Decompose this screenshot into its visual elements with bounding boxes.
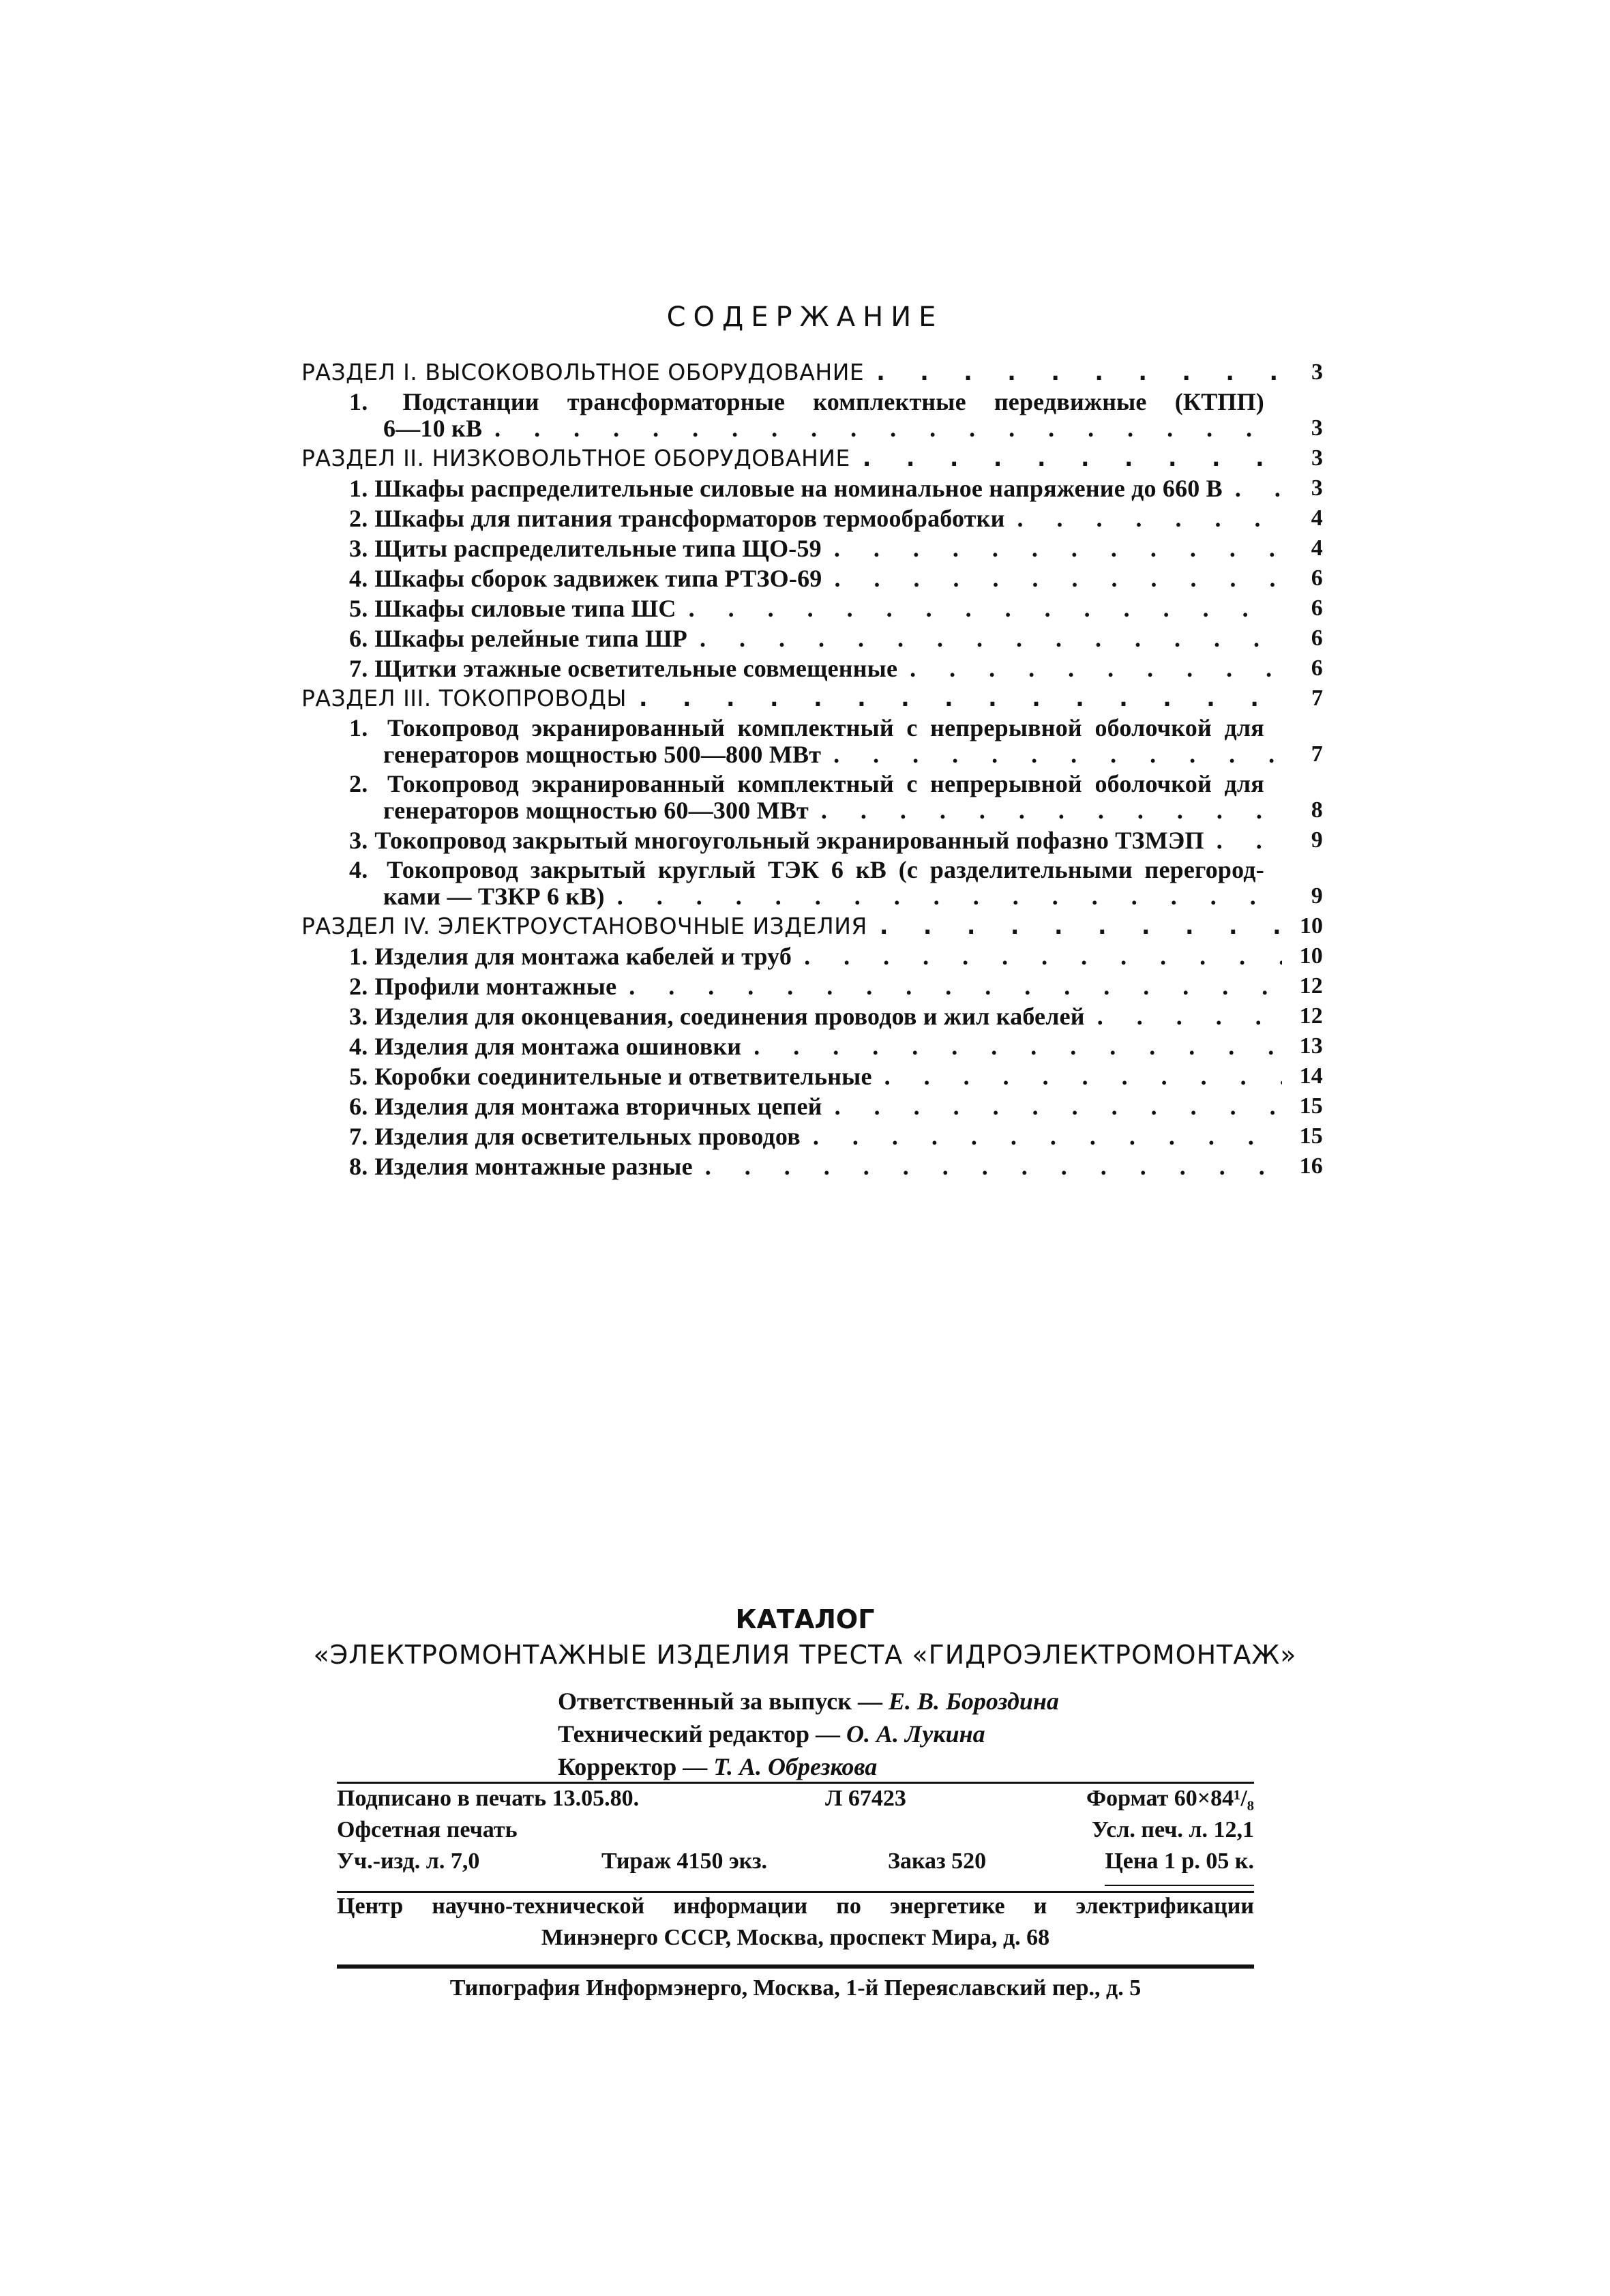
leader-dots xyxy=(792,941,1282,971)
toc-item xyxy=(301,593,1323,623)
item-title-word: экранированный xyxy=(531,714,725,741)
leader-dots xyxy=(822,533,1282,563)
item-title-word: Токопровод xyxy=(387,770,519,797)
item-title: Изделия монтажные разные xyxy=(374,1153,693,1180)
item-title-word: Токопровод xyxy=(387,714,519,741)
item-title-word: непрерывной xyxy=(930,770,1082,797)
leader-dots xyxy=(1223,473,1282,503)
page-number: 6 xyxy=(1311,595,1323,621)
publisher-word: энергетике xyxy=(890,1894,1005,1919)
toc-item xyxy=(301,653,1323,683)
item-title: Коробки соединительные и ответвительные xyxy=(374,1063,872,1090)
page-number: 8 xyxy=(1311,797,1323,823)
divider-middle xyxy=(337,1891,1254,1893)
divider-bottom xyxy=(337,1964,1254,1969)
item-number: 7. xyxy=(349,655,368,682)
print-run: Тираж 4150 экз. xyxy=(601,1849,767,1874)
catalog-subtitle: «ЭЛЕКТРОМОНТАЖНЫЕ ИЗДЕЛИЯ ТРЕСТА «ГИДРОЭЛЕКТРОМОНТАЖ» xyxy=(313,1640,1297,1670)
toc-item xyxy=(301,1151,1323,1181)
leader-dots xyxy=(809,795,1282,825)
item-title-word: с xyxy=(906,714,918,741)
publisher-word: научно-технической xyxy=(432,1894,645,1919)
page-number: 7 xyxy=(1311,686,1323,711)
item-number: 4. xyxy=(349,856,368,883)
page-number: 15 xyxy=(1299,1093,1323,1119)
staff-credits xyxy=(558,1685,1059,1783)
item-number: 3. xyxy=(349,535,368,562)
leader-dots xyxy=(822,1091,1282,1121)
price-underline xyxy=(1105,1885,1254,1886)
toc-section-heading xyxy=(301,911,1323,941)
item-title: Шкафы силовые типа ШС xyxy=(374,595,676,622)
toc-section-heading xyxy=(301,357,1323,387)
format: Формат 60×84¹/₈ xyxy=(1086,1786,1254,1811)
item-title-word: кВ xyxy=(855,856,886,883)
item-title: Изделия для монтажа ошиновки xyxy=(374,1033,742,1060)
item-number: 8. xyxy=(349,1153,368,1180)
leader-dots xyxy=(801,1121,1282,1151)
staff-line: Ответственный за выпуск — Е. В. Бороздина xyxy=(558,1688,1059,1715)
page-number: 15 xyxy=(1299,1123,1323,1149)
item-title: Шкафы распределительные силовые на номинальное напряжение до 660 В xyxy=(374,475,1223,502)
item-title: Щитки этажные осветительные совмещенные xyxy=(374,655,898,682)
leader-dots xyxy=(821,739,1282,769)
item-title-word: перегород- xyxy=(1144,856,1264,883)
item-title: Изделия для монтажа вторичных цепей xyxy=(374,1093,822,1120)
leader-dots xyxy=(693,1151,1282,1181)
item-title: Токопровод закрытый многоугольный экранированный пофазно ТЗМЭП xyxy=(374,827,1204,854)
item-title-line-2 xyxy=(349,413,1323,443)
license-number: Л 67423 xyxy=(825,1786,906,1811)
item-title-line-1 xyxy=(349,769,1323,798)
item-title-word: с xyxy=(906,770,918,797)
item-title-line-2 xyxy=(349,881,1323,911)
item-title-word: оболочкой xyxy=(1094,770,1212,797)
page-number: 6 xyxy=(1311,656,1323,681)
publisher-word: и xyxy=(1033,1894,1047,1919)
toc-item xyxy=(301,623,1323,653)
item-title-word: Подстанции xyxy=(402,388,539,415)
leader-dots xyxy=(627,683,1282,713)
item-title-word: трансформаторные xyxy=(567,388,786,415)
item-number: 7. xyxy=(349,1123,368,1150)
item-title-word: комплектный xyxy=(737,714,894,741)
section-title: РАЗДЕЛ IV. ЭЛЕКТРОУСТАНОВОЧНЫЕ ИЗДЕЛИЯ xyxy=(301,913,867,939)
imprint-block xyxy=(337,1786,1254,1895)
item-title-word: (КТПП) xyxy=(1174,388,1264,415)
staff-line: Корректор — Т. А. Обрезкова xyxy=(558,1753,878,1780)
page-number: 3 xyxy=(1311,445,1323,471)
publisher-word: электрификации xyxy=(1075,1894,1254,1919)
item-number: 2. xyxy=(349,973,368,1000)
toc-item xyxy=(301,533,1323,563)
print-type: Офсетная печать xyxy=(337,1817,518,1842)
leader-dots xyxy=(872,1061,1282,1091)
leader-dots xyxy=(676,593,1282,623)
leader-dots xyxy=(864,357,1282,387)
toc-section-heading xyxy=(301,683,1323,713)
page-number: 13 xyxy=(1299,1033,1323,1059)
divider-top xyxy=(337,1782,1254,1784)
toc-item xyxy=(301,941,1323,971)
item-title-line-2 xyxy=(349,739,1323,769)
page-number: 6 xyxy=(1311,565,1323,591)
leader-dots xyxy=(867,911,1282,941)
section-title: РАЗДЕЛ I. ВЫСОКОВОЛЬТНОЕ ОБОРУДОВАНИЕ xyxy=(301,359,865,385)
leader-dots xyxy=(741,1031,1282,1061)
toc-item xyxy=(301,825,1323,855)
leader-dots xyxy=(616,971,1282,1001)
item-title-word: непрерывной xyxy=(930,714,1082,741)
leader-dots xyxy=(897,653,1282,683)
item-number: 6. xyxy=(349,625,368,652)
toc-item xyxy=(301,971,1323,1001)
table-of-contents xyxy=(301,357,1323,1181)
item-title-line-2 xyxy=(349,795,1323,825)
item-number: 2. xyxy=(349,505,368,532)
toc-item xyxy=(301,713,1323,769)
leader-dots xyxy=(1005,503,1282,533)
item-title-word: комплектные xyxy=(813,388,966,415)
item-title-word: передвижные xyxy=(994,388,1147,415)
item-number: 1. xyxy=(349,475,368,502)
toc-item xyxy=(301,1121,1323,1151)
printer-line: Типография Информэнерго, Москва, 1-й Переяславский пер., д. 5 xyxy=(449,1975,1142,2001)
toc-item xyxy=(301,563,1323,593)
item-title: Изделия для монтажа кабелей и труб xyxy=(374,943,792,970)
item-number: 4. xyxy=(349,1033,368,1060)
toc-section-heading xyxy=(301,443,1323,473)
leader-dots xyxy=(687,623,1282,653)
item-number: 6. xyxy=(349,1093,368,1120)
toc-item xyxy=(301,1001,1323,1031)
item-number: 1. xyxy=(349,388,368,415)
item-title: Изделия для оконцевания, соединения проводов и жил кабелей xyxy=(374,1003,1085,1030)
toc-item xyxy=(301,387,1323,443)
section-title: РАЗДЕЛ II. НИЗКОВОЛЬТНОЕ ОБОРУДОВАНИЕ xyxy=(301,445,850,471)
page-number: 6 xyxy=(1311,625,1323,651)
item-title-word: круглый xyxy=(658,856,756,883)
toc-item xyxy=(301,855,1323,911)
item-title-word: ТЭК xyxy=(768,856,820,883)
page-number: 12 xyxy=(1299,973,1323,999)
item-title-word: оболочкой xyxy=(1094,714,1212,741)
staff-line: Технический редактор — О. А. Лукина xyxy=(558,1720,985,1748)
page-number: 9 xyxy=(1311,827,1323,853)
item-title: Изделия для осветительных проводов xyxy=(374,1123,801,1150)
item-title: Шкафы релейные типа ШР xyxy=(374,625,687,652)
item-number: 4. xyxy=(349,565,368,592)
item-number: 1. xyxy=(349,714,368,741)
signed-date: Подписано в печать 13.05.80. xyxy=(337,1786,640,1811)
item-title-continued: генераторов мощностью 500—800 МВт xyxy=(383,741,822,768)
item-number: 5. xyxy=(349,595,368,622)
leader-dots xyxy=(482,413,1282,443)
order-number: Заказ 520 xyxy=(888,1849,987,1874)
toc-item xyxy=(301,1061,1323,1091)
leader-dots xyxy=(605,881,1282,911)
publisher-word: информации xyxy=(673,1894,808,1919)
item-number: 3. xyxy=(349,1003,368,1030)
leader-dots xyxy=(1085,1001,1282,1031)
page-number: 16 xyxy=(1299,1153,1323,1179)
item-title-line-1 xyxy=(349,713,1323,742)
conditional-sheets: Усл. печ. л. 12,1 xyxy=(1091,1817,1254,1842)
item-number: 1. xyxy=(349,943,368,970)
item-title-word: закрытый xyxy=(530,856,646,883)
leader-dots xyxy=(822,563,1282,593)
item-number: 3. xyxy=(349,827,368,854)
leader-dots xyxy=(1204,825,1282,855)
item-number: 2. xyxy=(349,770,368,797)
page-number: 12 xyxy=(1299,1003,1323,1029)
item-number: 5. xyxy=(349,1063,368,1090)
page-number: 7 xyxy=(1311,741,1323,767)
publisher-line-1 xyxy=(337,1894,1254,1919)
toc-item xyxy=(301,769,1323,825)
publisher-word: Центр xyxy=(337,1894,404,1919)
price: Цена 1 р. 05 к. xyxy=(1105,1849,1254,1874)
page-number: 4 xyxy=(1311,535,1323,561)
page-number: 14 xyxy=(1299,1063,1323,1089)
item-title-continued: 6—10 кВ xyxy=(383,415,483,442)
page-number: 10 xyxy=(1299,943,1323,969)
page-number: 4 xyxy=(1311,505,1323,531)
item-title: Щиты распределительные типа ЩО-59 xyxy=(374,535,822,562)
item-title-word: (с xyxy=(898,856,919,883)
page-number: 9 xyxy=(1311,883,1323,909)
toc-item xyxy=(301,1031,1323,1061)
item-title-continued: ками — ТЗКР 6 кВ) xyxy=(383,883,605,910)
catalog-title: КАТАЛОГ xyxy=(735,1604,875,1634)
toc-item xyxy=(301,473,1323,503)
item-title: Профили монтажные xyxy=(374,973,617,1000)
item-title-word: 6 xyxy=(831,856,844,883)
item-title-word: Токопровод xyxy=(387,856,519,883)
item-title-word: комплектный xyxy=(737,770,894,797)
toc-item xyxy=(301,503,1323,533)
item-title-word: экранированный xyxy=(531,770,725,797)
page-number: 3 xyxy=(1311,475,1323,501)
item-title: Шкафы сборок задвижек типа РТЗО-69 xyxy=(374,565,822,592)
contents-title: СОДЕРЖАНИЕ xyxy=(666,301,944,333)
page-number: 3 xyxy=(1311,359,1323,385)
toc-item xyxy=(301,1091,1323,1121)
item-title-line-1 xyxy=(349,387,1323,416)
publisher-line-2: Минэнерго СССР, Москва, проспект Мира, д. 68 xyxy=(541,1925,1050,1950)
item-title-word: для xyxy=(1224,770,1264,797)
section-title: РАЗДЕЛ III. ТОКОПРОВОДЫ xyxy=(301,685,627,711)
item-title-word: разделительными xyxy=(929,856,1133,883)
item-title-line-1 xyxy=(349,855,1323,884)
edu-sheets: Уч.-изд. л. 7,0 xyxy=(337,1849,480,1874)
item-title-word: для xyxy=(1224,714,1264,741)
page-number: 10 xyxy=(1300,913,1323,939)
page-number: 3 xyxy=(1311,415,1323,441)
publisher-word: по xyxy=(836,1894,861,1919)
item-title: Шкафы для питания трансформаторов термообработки xyxy=(374,505,1005,532)
item-title-continued: генераторов мощностью 60—300 МВт xyxy=(383,797,809,824)
leader-dots xyxy=(850,443,1282,473)
